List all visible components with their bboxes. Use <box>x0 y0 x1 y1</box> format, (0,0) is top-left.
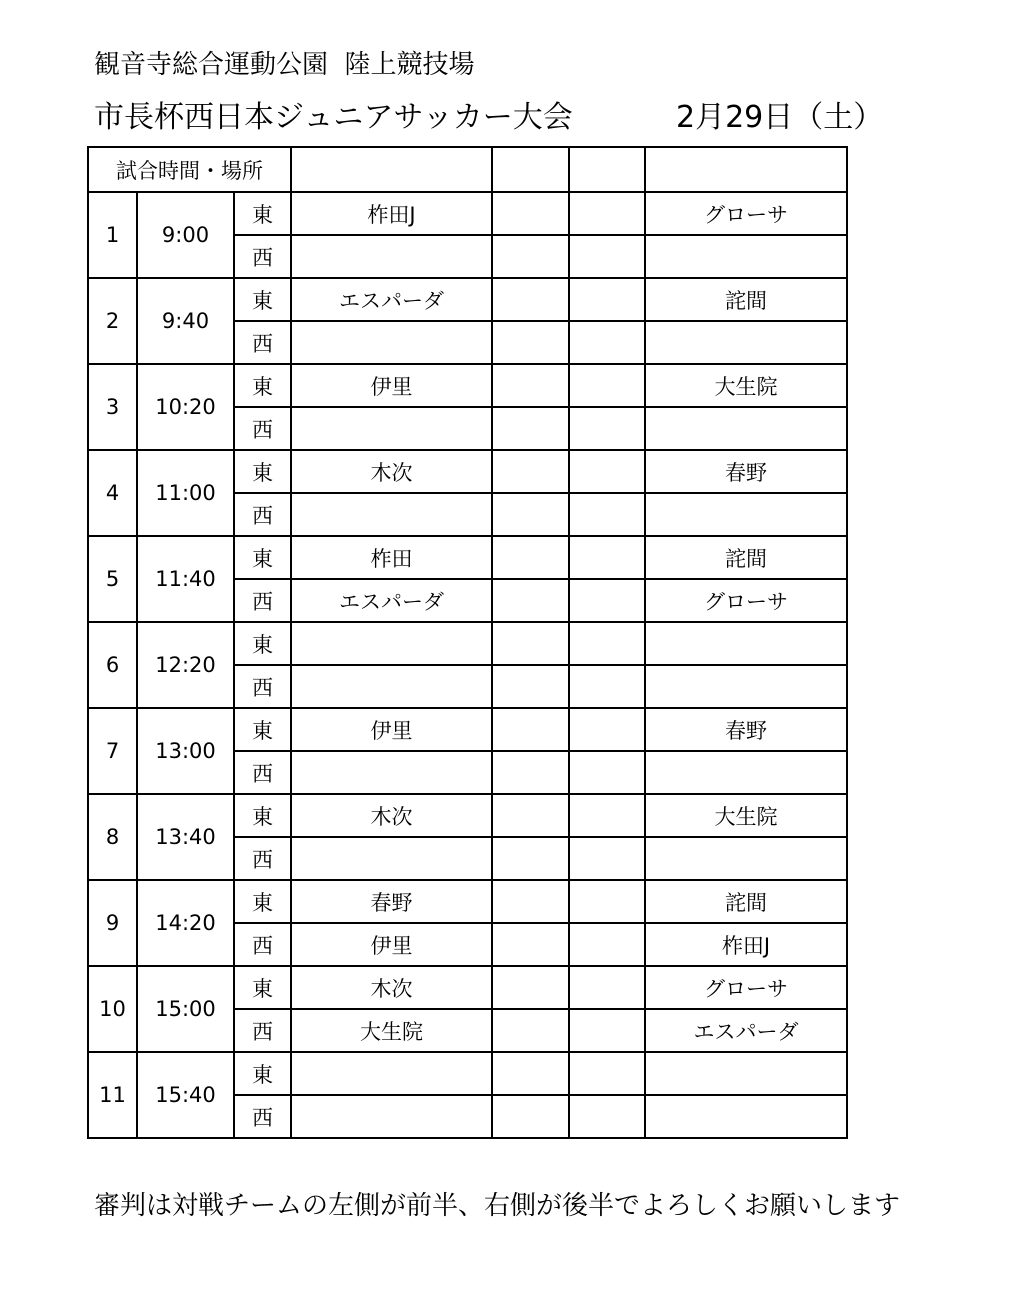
field-label-east: 東 <box>234 622 291 665</box>
score-cell <box>492 278 569 321</box>
score-cell <box>569 880 645 923</box>
score-cell <box>492 407 569 450</box>
score-cell <box>492 1052 569 1095</box>
table-row-east <box>88 450 847 493</box>
field-label-west: 西 <box>234 407 291 450</box>
header-cell-empty <box>291 147 492 192</box>
team-home-west <box>291 751 492 794</box>
team-home-west <box>291 321 492 364</box>
match-number: 9 <box>88 880 137 966</box>
header-cell-empty <box>492 147 569 192</box>
score-cell <box>492 1095 569 1138</box>
team-home-east <box>291 622 492 665</box>
score-cell <box>492 751 569 794</box>
team-away-west <box>645 665 847 708</box>
referee-note: 審判は対戦チームの左側が前半、右側が後半でよろしくお願いします <box>94 1191 901 1221</box>
team-home-west <box>291 407 492 450</box>
score-cell <box>492 708 569 751</box>
team-home-east: 柞田 <box>291 536 492 579</box>
table-row-east <box>88 278 847 321</box>
score-cell <box>492 923 569 966</box>
score-cell <box>492 364 569 407</box>
score-cell <box>569 1052 645 1095</box>
score-cell <box>492 1009 569 1052</box>
score-cell <box>569 923 645 966</box>
field-label-west: 西 <box>234 493 291 536</box>
score-cell <box>492 665 569 708</box>
table-row-east <box>88 364 847 407</box>
score-cell <box>569 622 645 665</box>
field-label-east: 東 <box>234 450 291 493</box>
table-row-east <box>88 622 847 665</box>
header-cell-empty <box>569 147 645 192</box>
score-cell <box>492 321 569 364</box>
table-row-east <box>88 708 847 751</box>
table-header-row <box>88 147 847 192</box>
table-row-east <box>88 966 847 1009</box>
team-home-east: 柞田J <box>291 192 492 235</box>
score-cell <box>569 1095 645 1138</box>
team-away-east <box>645 1052 847 1095</box>
match-time: 15:40 <box>137 1052 234 1138</box>
team-home-east: 木次 <box>291 450 492 493</box>
team-away-west <box>645 1095 847 1138</box>
field-label-west: 西 <box>234 321 291 364</box>
team-away-east: グローサ <box>645 966 847 1009</box>
table-row-east <box>88 536 847 579</box>
score-cell <box>569 321 645 364</box>
score-cell <box>569 493 645 536</box>
team-home-west <box>291 1095 492 1138</box>
team-away-east <box>645 622 847 665</box>
match-number: 3 <box>88 364 137 450</box>
team-away-west <box>645 751 847 794</box>
match-time: 15:00 <box>137 966 234 1052</box>
match-time: 13:40 <box>137 794 234 880</box>
score-cell <box>569 837 645 880</box>
field-label-west: 西 <box>234 579 291 622</box>
team-home-east: 伊里 <box>291 708 492 751</box>
field-label-west: 西 <box>234 751 291 794</box>
team-home-east: エスパーダ <box>291 278 492 321</box>
team-home-east: 木次 <box>291 966 492 1009</box>
venue-name: 観音寺総合運動公園 陸上競技場 <box>94 50 475 80</box>
score-cell <box>492 450 569 493</box>
team-home-west <box>291 235 492 278</box>
score-cell <box>569 407 645 450</box>
match-time: 13:00 <box>137 708 234 794</box>
match-number: 6 <box>88 622 137 708</box>
field-label-west: 西 <box>234 837 291 880</box>
score-cell <box>569 708 645 751</box>
team-away-east: 春野 <box>645 708 847 751</box>
match-number: 1 <box>88 192 137 278</box>
header-cell-empty <box>645 147 847 192</box>
team-away-west: エスパーダ <box>645 1009 847 1052</box>
team-away-west: 柞田J <box>645 923 847 966</box>
field-label-east: 東 <box>234 192 291 235</box>
table-row-east <box>88 880 847 923</box>
team-away-east: 大生院 <box>645 794 847 837</box>
team-away-east: 春野 <box>645 450 847 493</box>
score-cell <box>492 192 569 235</box>
match-time: 9:00 <box>137 192 234 278</box>
score-cell <box>492 622 569 665</box>
match-number: 4 <box>88 450 137 536</box>
score-cell <box>569 364 645 407</box>
score-cell <box>492 579 569 622</box>
team-home-west: 大生院 <box>291 1009 492 1052</box>
match-time: 11:00 <box>137 450 234 536</box>
team-home-west: エスパーダ <box>291 579 492 622</box>
team-away-east: 詫間 <box>645 880 847 923</box>
field-label-west: 西 <box>234 1009 291 1052</box>
match-time: 10:20 <box>137 364 234 450</box>
field-label-west: 西 <box>234 665 291 708</box>
team-away-west <box>645 407 847 450</box>
field-label-east: 東 <box>234 536 291 579</box>
match-number: 8 <box>88 794 137 880</box>
header-time-place: 試合時間・場所 <box>88 147 291 192</box>
team-away-west <box>645 837 847 880</box>
team-away-west <box>645 321 847 364</box>
field-label-west: 西 <box>234 235 291 278</box>
field-label-east: 東 <box>234 794 291 837</box>
field-label-west: 西 <box>234 1095 291 1138</box>
field-label-east: 東 <box>234 966 291 1009</box>
score-cell <box>569 794 645 837</box>
team-home-west: 伊里 <box>291 923 492 966</box>
schedule-table <box>87 146 848 1139</box>
score-cell <box>569 751 645 794</box>
table-row-east <box>88 1052 847 1095</box>
match-number: 7 <box>88 708 137 794</box>
team-home-east: 木次 <box>291 794 492 837</box>
table-row-east <box>88 794 847 837</box>
event-date: 2月29日（土） <box>676 100 884 135</box>
score-cell <box>492 536 569 579</box>
match-time: 11:40 <box>137 536 234 622</box>
team-away-west <box>645 493 847 536</box>
match-number: 11 <box>88 1052 137 1138</box>
score-cell <box>492 235 569 278</box>
team-home-west <box>291 493 492 536</box>
team-away-east: グローサ <box>645 192 847 235</box>
score-cell <box>569 278 645 321</box>
match-number: 5 <box>88 536 137 622</box>
match-number: 2 <box>88 278 137 364</box>
score-cell <box>492 493 569 536</box>
team-away-east: 詫間 <box>645 536 847 579</box>
score-cell <box>492 880 569 923</box>
team-home-west <box>291 665 492 708</box>
score-cell <box>492 837 569 880</box>
field-label-east: 東 <box>234 708 291 751</box>
score-cell <box>569 579 645 622</box>
tournament-title: 市長杯西日本ジュニアサッカー大会 <box>94 100 573 135</box>
field-label-east: 東 <box>234 1052 291 1095</box>
team-home-east <box>291 1052 492 1095</box>
score-cell <box>569 665 645 708</box>
team-away-west <box>645 235 847 278</box>
score-cell <box>569 1009 645 1052</box>
field-label-west: 西 <box>234 923 291 966</box>
score-cell <box>569 966 645 1009</box>
score-cell <box>569 235 645 278</box>
field-label-east: 東 <box>234 880 291 923</box>
team-away-west: グローサ <box>645 579 847 622</box>
table-row-east <box>88 192 847 235</box>
field-label-east: 東 <box>234 364 291 407</box>
match-time: 9:40 <box>137 278 234 364</box>
team-home-west <box>291 837 492 880</box>
match-time: 14:20 <box>137 880 234 966</box>
match-number: 10 <box>88 966 137 1052</box>
score-cell <box>492 794 569 837</box>
field-label-east: 東 <box>234 278 291 321</box>
score-cell <box>492 966 569 1009</box>
team-away-east: 詫間 <box>645 278 847 321</box>
score-cell <box>569 192 645 235</box>
team-home-east: 春野 <box>291 880 492 923</box>
match-time: 12:20 <box>137 622 234 708</box>
team-home-east: 伊里 <box>291 364 492 407</box>
team-away-east: 大生院 <box>645 364 847 407</box>
score-cell <box>569 450 645 493</box>
score-cell <box>569 536 645 579</box>
